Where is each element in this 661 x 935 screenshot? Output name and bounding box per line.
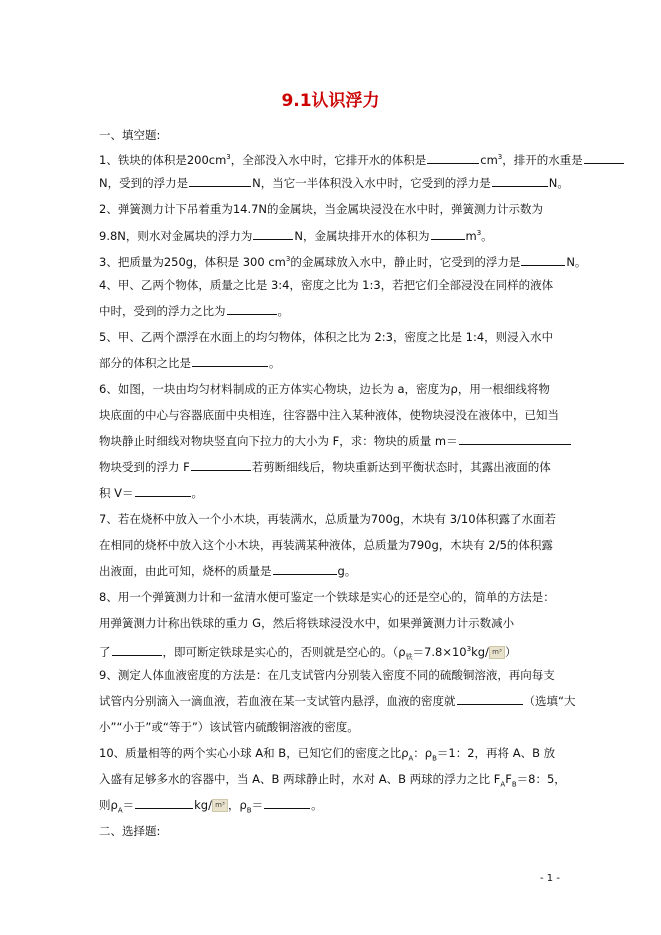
- answer-blank[interactable]: [112, 645, 162, 656]
- question-1-line-1: 1、铁块的体积是$200cm^3$，全部没入水中时，它排开水的体积是 $cm^3$，排开的水重是: [99, 150, 625, 167]
- question-8-line-2: 用弹簧测力计称出铁球的重力 G，然后将铁球浸没水中，如果弹簧测力计示数减小: [99, 616, 515, 630]
- question-8-line-1: 8、用一个弹簧测力计和一盆清水便可鉴定一个铁球是实心的还是空心的，简单的方法是：: [99, 590, 555, 604]
- section-fill-in: 一、填空题:: [99, 128, 161, 142]
- question-6-line-5: 积 V＝ 。: [99, 486, 204, 500]
- question-3: 3、把质量为250g，体积是 300 $cm^3$的金属球放入水中，静止时，它受到的浮力是 N。: [99, 254, 587, 269]
- question-10-line-3: 则$\rho_A= kg/$ m³ ，$\rho_B=$ 。: [99, 798, 323, 815]
- question-10-line-1: 10、质量相等的两个实心小球 A和 B，已知它们的密度之比$\rho_A$：$\rho_B=1$：2，再将 A、B 放: [99, 746, 556, 763]
- question-2-line-2: 9.8N，则水对金属块的浮力为 N，金属块排开水的体积为 $m^3$。: [99, 228, 493, 243]
- answer-blank[interactable]: [189, 176, 251, 187]
- answer-blank[interactable]: [135, 798, 193, 809]
- question-5-line-2: 部分的体积之比是 。: [99, 356, 281, 370]
- question-6-line-4: 物块受到的浮力 F 若剪断细线后，物块重新达到平衡状态时，其露出液面的体: [99, 460, 551, 474]
- answer-blank[interactable]: [191, 460, 251, 471]
- question-4-line-1: 4、甲、乙两个物体，质量之比是 3:4，密度之比为 1:3，若把它们全部浸没在同样的液体: [99, 278, 554, 292]
- answer-blank[interactable]: [427, 153, 479, 164]
- answer-blank[interactable]: [584, 153, 624, 164]
- answer-blank[interactable]: [264, 798, 310, 809]
- question-6-line-3: 物块静止时细线对物块竖直向下拉力的大小为 F，求：物块的质量 m＝: [99, 434, 572, 448]
- question-9-line-2: 试管内分别滴入一滴血液，若血液在某一支试管内悬浮，血液的密度就 （选填“大: [99, 694, 576, 708]
- answer-blank[interactable]: [192, 356, 268, 367]
- section-multiple-choice: 二、选择题:: [99, 824, 161, 838]
- answer-blank[interactable]: [253, 229, 293, 240]
- question-7-line-3: 出液面，由此可知，烧杯的质量是 g。: [99, 564, 357, 578]
- answer-blank[interactable]: [521, 255, 565, 266]
- question-4-line-2: 中时，受到的浮力之比为 。: [99, 304, 289, 318]
- answer-blank[interactable]: [457, 694, 523, 705]
- answer-blank[interactable]: [227, 304, 277, 315]
- question-9-line-1: 9、测定人体血液密度的方法是：在几支试管内分别装入密度不同的硫酸铜溶液，再向每支: [99, 668, 555, 682]
- answer-blank[interactable]: [459, 434, 571, 445]
- answer-blank[interactable]: [492, 176, 548, 187]
- question-6-line-1: 6、如图，一块由均匀材料制成的正方体实心物块，边长为 a，密度为ρ，用一根细线将物: [99, 382, 550, 396]
- question-5-line-1: 5、甲、乙两个漂浮在水面上的均匀物体，体积之比为 2:3，密度之比是 1:4，则浸入水中: [99, 330, 554, 344]
- unit-m3-image: m³: [489, 646, 505, 659]
- page-number: - 1 -: [540, 873, 560, 884]
- question-6-line-2: 块底面的中心与容器底面中央相连，往容器中注入某种液体，使物块浸没在液体中，已知当: [99, 408, 559, 422]
- question-7-line-2: 在相同的烧杯中放入这个小木块，再装满某种液体，总质量为790g，木块有 2/5的体积露: [99, 538, 553, 552]
- answer-blank[interactable]: [431, 229, 465, 240]
- page-title: 9.1认识浮力: [281, 91, 380, 111]
- unit-m3-image: m³: [212, 799, 228, 812]
- question-7-line-1: 7、若在烧杯中放入一个小木块，再装满水，总质量为700g，木块有 3/10体积露了水面若: [99, 512, 557, 526]
- answer-blank[interactable]: [135, 486, 191, 497]
- question-8-line-3: 了 ，即可断定铁球是实心的，否则就是空心的。（$\rho_铁=7.8\times 10^3kg/$ m³ ）: [99, 644, 517, 662]
- question-2-line-1: 2、弹簧测力计下吊着重为14.7N的金属块，当金属块浸没在水中时，弹簧测力计示数为: [99, 202, 544, 216]
- question-1-line-2: N，受到的浮力是 N，当它一半体积没入水中时，它受到的浮力是 N。: [99, 176, 569, 190]
- answer-blank[interactable]: [273, 564, 337, 575]
- question-9-line-3: 小”“小于”或“等于”）该试管内硫酸铜溶液的密度。: [99, 720, 359, 734]
- question-10-line-2: 入盛有足够多水的容器中，当 A、B 两球静止时，水对 A、B 两球的浮力之比 $F_AF_B=8$：5，: [99, 772, 566, 789]
